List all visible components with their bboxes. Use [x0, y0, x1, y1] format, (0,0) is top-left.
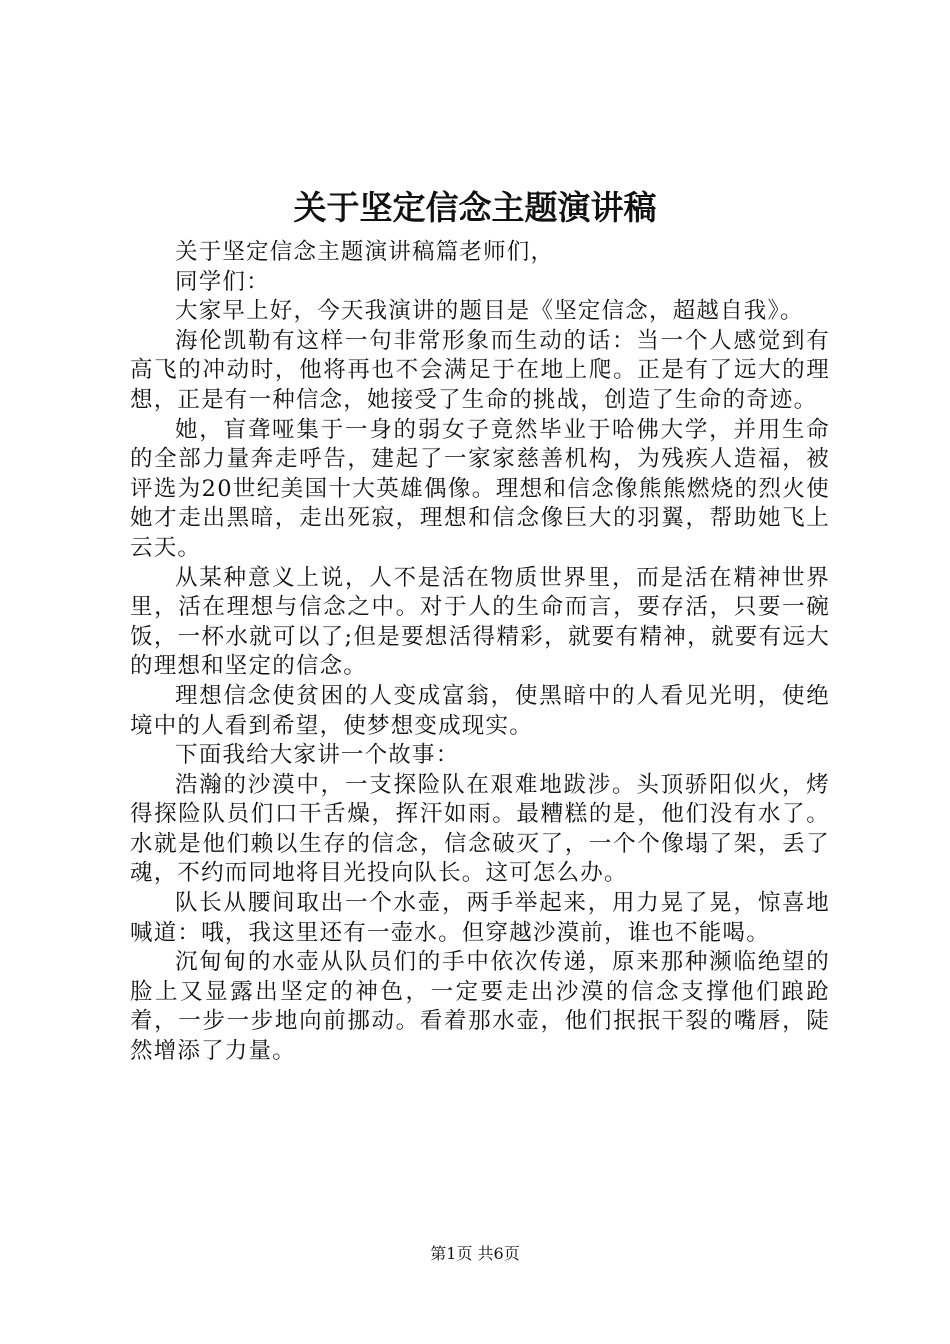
paragraph: 队长从腰间取出一个水壶，两手举起来，用力晃了晃，惊喜地喊道：哦，我这里还有一壶水。但穿越沙漠前，谁也不能喝。 — [130, 890, 830, 946]
paragraph: 浩瀚的沙漠中，一支探险队在艰难地跋涉。头顶骄阳似火，烤得探险队员们口干舌燥，挥汗如雨。最糟糕的是，他们没有水了。水就是他们赖以生存的信念，信念破灭了，一个个像塌了架，丢了魂，不约而同地将目光投向队长。这可怎么办。 — [130, 771, 830, 887]
paragraph: 下面我给大家讲一个故事： — [175, 742, 460, 769]
page-number-footer: 第1页 共6页 — [430, 1244, 520, 1263]
paragraph: 大家早上好，今天我演讲的题目是《坚定信念，超越自我》。 — [175, 298, 804, 325]
paragraph: 关于坚定信念主题演讲稿篇老师们， — [175, 239, 555, 265]
paragraph: 沉甸甸的水壶从队员们的手中依次传递，原来那种濒临绝望的脸上又显露出坚定的神色，一定要走出沙漠的信念支撑他们踉跄着，一步一步地向前挪动。看着那水壶，他们抿抿干裂的嘴唇，陡然增添了力量。 — [130, 949, 830, 1065]
document-body — [130, 238, 830, 1067]
paragraph: 从某种意义上说，人不是活在物质世界里，而是活在精神世界里，活在理想与信念之中。对于人的生命而言，要存活，只要一碗饭，一杯水就可以了;但是要想活得精彩，就要有精神，就要有远大的理想和坚定的信念。 — [130, 564, 830, 680]
paragraph: 她，盲聋哑集于一身的弱女子竟然毕业于哈佛大学，并用生命的全部力量奔走呼告，建起了一家家慈善机构，为残疾人造福，被评选为20世纪美国十大英雄偶像。理想和信念像熊熊燃烧的烈火使她才走出黑暗，走出死寂，理想和信念像巨大的羽翼，帮助她飞上云天。 — [130, 416, 830, 561]
paragraph: 海伦凯勒有这样一句非常形象而生动的话：当一个人感觉到有高飞的冲动时，他将再也不会满足于在地上爬。正是有了远大的理想，正是有一种信念，她接受了生命的挑战，创造了生命的奇迹。 — [130, 327, 830, 413]
document-title: 关于坚定信念主题演讲稿 — [293, 188, 657, 227]
paragraph: 同学们： — [175, 268, 270, 295]
paragraph: 理想信念使贫困的人变成富翁，使黑暗中的人看见光明，使绝境中的人看到希望，使梦想变成现实。 — [130, 682, 830, 739]
